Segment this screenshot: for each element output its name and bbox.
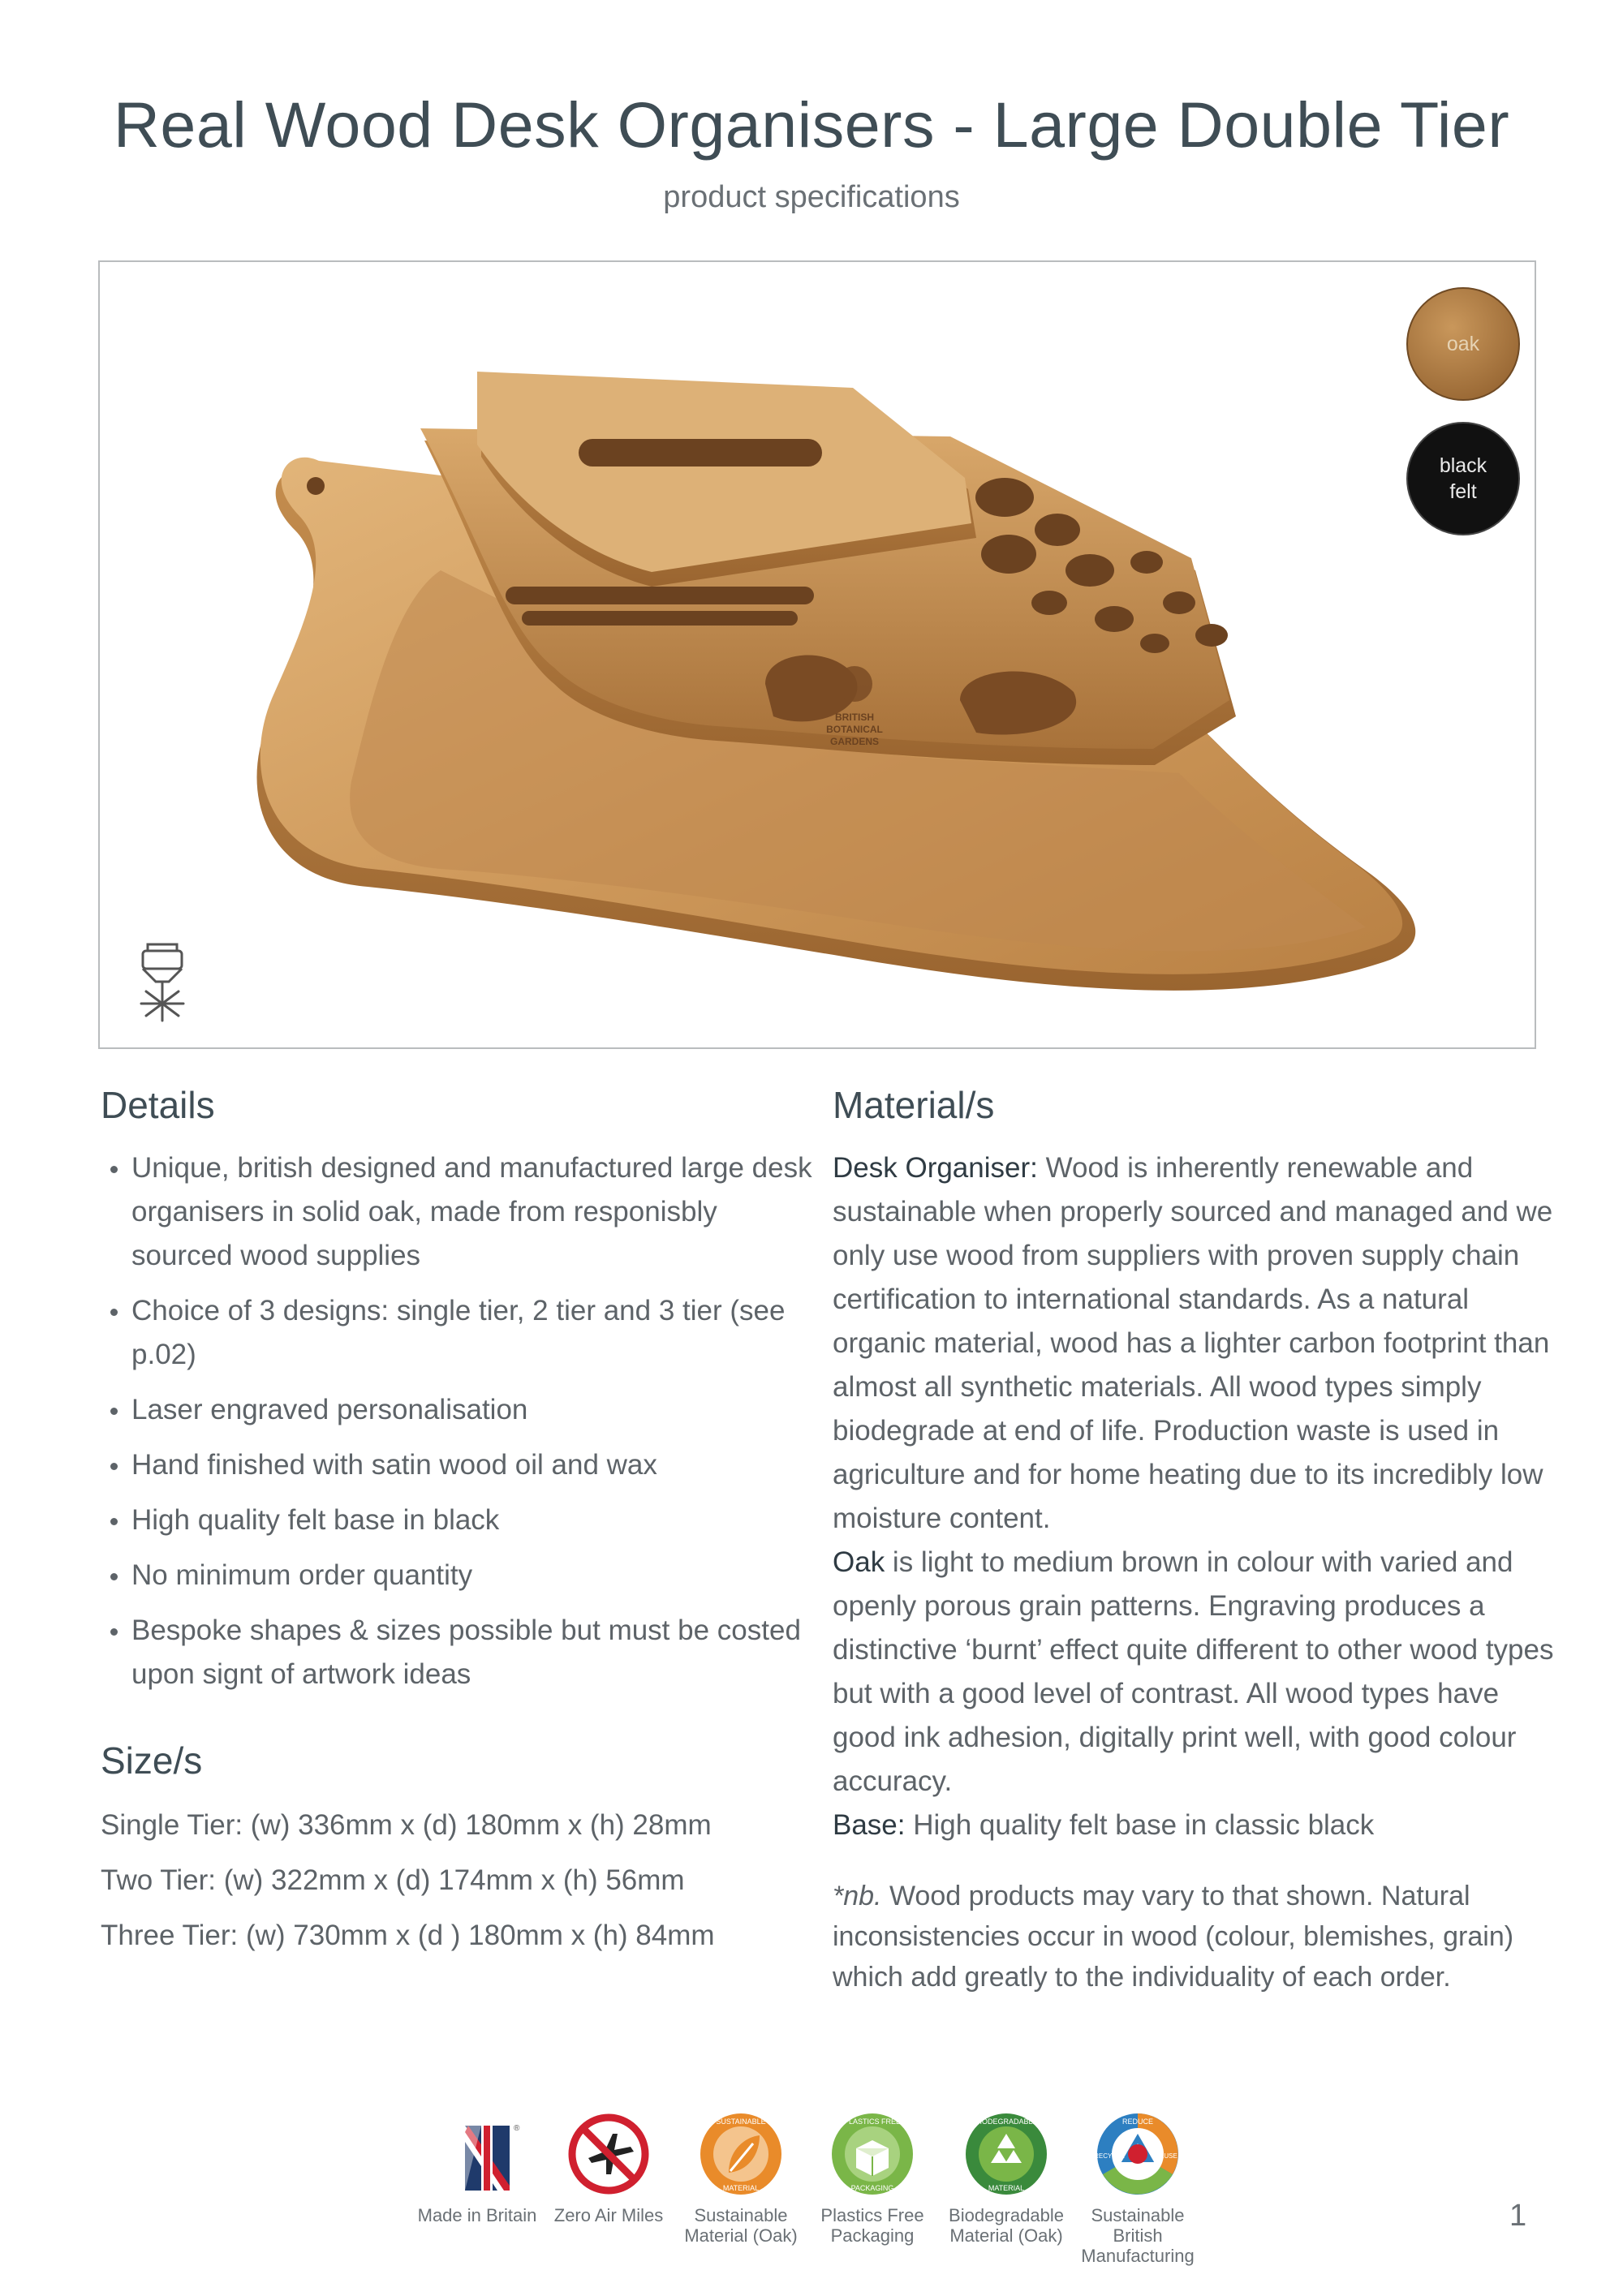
svg-text:®: ®: [514, 2124, 520, 2133]
oak-paragraph: Oak is light to medium brown in colour with varied and openly porous grain patterns. Engraving produces a distinctive ‘burnt’ effect quite different to other wood types but with a good level of contrast. All wood types have good ink adhesion, digitally print well, with good colour accuracy.: [833, 1546, 1554, 1797]
base-label: Base:: [833, 1809, 906, 1841]
details-item: Choice of 3 designs: single tier, 2 tier and 3 tier (see p.02): [101, 1289, 823, 1377]
details-list: [101, 1146, 823, 1708]
sizes-list: [101, 1798, 715, 1963]
svg-text:REDUCE: REDUCE: [1121, 2118, 1154, 2126]
svg-text:GARDENS: GARDENS: [829, 736, 880, 747]
biodegradable-icon: [962, 2109, 1051, 2199]
card-slot-2: [522, 611, 798, 626]
page-subtitle: product specifications: [663, 180, 960, 214]
badge-label: Plastics Free Packaging: [820, 2205, 924, 2246]
swatch-black-felt: [1406, 422, 1520, 535]
sustainable-leaf-icon: [696, 2109, 786, 2199]
materials-text: [833, 1146, 1563, 1847]
svg-text:REUSE: REUSE: [1155, 2152, 1177, 2160]
sizes-heading: Size/s: [101, 1739, 203, 1782]
badge-label: Sustainable British Manufacturing: [1081, 2205, 1195, 2266]
note-prefix: *nb.: [833, 1881, 882, 1911]
product-photo-frame: [98, 260, 1536, 1049]
badge-label: Sustainable Material (Oak): [684, 2205, 798, 2246]
materials-heading: Material/s: [833, 1084, 995, 1126]
size-item: Three Tier: (w) 730mm x (d ) 180mm x (h) 84mm: [101, 1920, 715, 1951]
page-title: Real Wood Desk Organisers - Large Double Tier: [113, 88, 1510, 161]
details-item: Unique, british designed and manufactured large desk organisers in solid oak, made from responisbly sourced wood supplies: [101, 1146, 823, 1278]
details-heading: Details: [101, 1084, 215, 1126]
badge-label: Zero Air Miles: [553, 2205, 664, 2225]
desk-organiser-label: Desk Organiser:: [833, 1152, 1038, 1184]
badge-sustainable-material: [676, 2109, 806, 2246]
svg-text:PACKAGING: PACKAGING: [850, 2184, 894, 2192]
plastic-free-box-icon: [828, 2109, 917, 2199]
desk-organiser-paragraph: Desk Organiser: Wood is inherently renewable and sustainable when properly sourced and managed and we only use wood from suppliers with proven supply chain certification to international standards. As a natural organic material, wood has a lighter carbon footprint than almost all synthetic materials. All wood types simply biodegrade at end of life. Production waste is used in agriculture and for home heating due to its incredibly low moisture content.: [833, 1152, 1553, 1534]
badge-label: Biodegradable Material (Oak): [949, 2205, 1064, 2246]
svg-text:BRITISH: BRITISH: [835, 712, 874, 723]
badge-sustainable-british-manufacturing: [1073, 2109, 1203, 2266]
hanging-hole: [307, 477, 325, 495]
swatch-oak-label: oak: [1446, 333, 1480, 355]
details-item: High quality felt base in black: [101, 1498, 823, 1542]
product-photo: [100, 262, 1536, 1049]
svg-text:MATERIAL: MATERIAL: [988, 2184, 1025, 2192]
size-item: Two Tier: (w) 322mm x (d) 174mm x (h) 56mm: [101, 1864, 685, 1896]
details-item: Bespoke shapes & sizes possible but must be costed upon signt of artwork ideas: [101, 1609, 823, 1696]
svg-text:RECYCLE: RECYCLE: [1094, 2152, 1125, 2160]
card-slot-1: [506, 587, 814, 604]
badge-zero-air-miles: [544, 2109, 674, 2225]
svg-text:MATERIAL: MATERIAL: [722, 2184, 760, 2192]
svg-text:SUSTAINABLE: SUSTAINABLE: [716, 2118, 766, 2126]
badge-biodegradable-material: [941, 2109, 1071, 2246]
svg-text:PLASTICS FREE: PLASTICS FREE: [843, 2118, 902, 2126]
svg-text:BIODEGRADABLE: BIODEGRADABLE: [975, 2118, 1038, 2126]
top-slot: [579, 439, 822, 467]
details-item: Laser engraved personalisation: [101, 1388, 823, 1432]
badge-made-in-britain: [412, 2109, 542, 2225]
base-paragraph: Base: High quality felt base in classic black: [833, 1809, 1375, 1841]
no-airplane-icon: [564, 2109, 653, 2199]
details-item: Hand finished with satin wood oil and wax: [101, 1443, 823, 1487]
laser-engraving-icon: [136, 943, 188, 1022]
disclaimer-note: *nb. Wood products may vary to that shown. Natural inconsistencies occur in wood (colour, blemishes, grain) which add greatly to the individuality of each order.: [833, 1881, 1514, 1993]
badge-label: Made in Britain: [417, 2205, 537, 2225]
swatch-black-felt-label: black felt: [1439, 454, 1487, 503]
page-number: 1: [1509, 2199, 1527, 2233]
oak-label: Oak: [833, 1546, 885, 1578]
union-flag-icon: [433, 2109, 522, 2199]
reduce-reuse-recycle-icon: [1093, 2109, 1182, 2199]
svg-text:BOTANICAL: BOTANICAL: [826, 724, 883, 735]
size-item: Single Tier: (w) 336mm x (d) 180mm x (h) 28mm: [101, 1809, 712, 1841]
badge-plastics-free-packaging: [807, 2109, 937, 2246]
details-item: No minimum order quantity: [101, 1554, 823, 1597]
swatch-oak: [1406, 287, 1520, 401]
